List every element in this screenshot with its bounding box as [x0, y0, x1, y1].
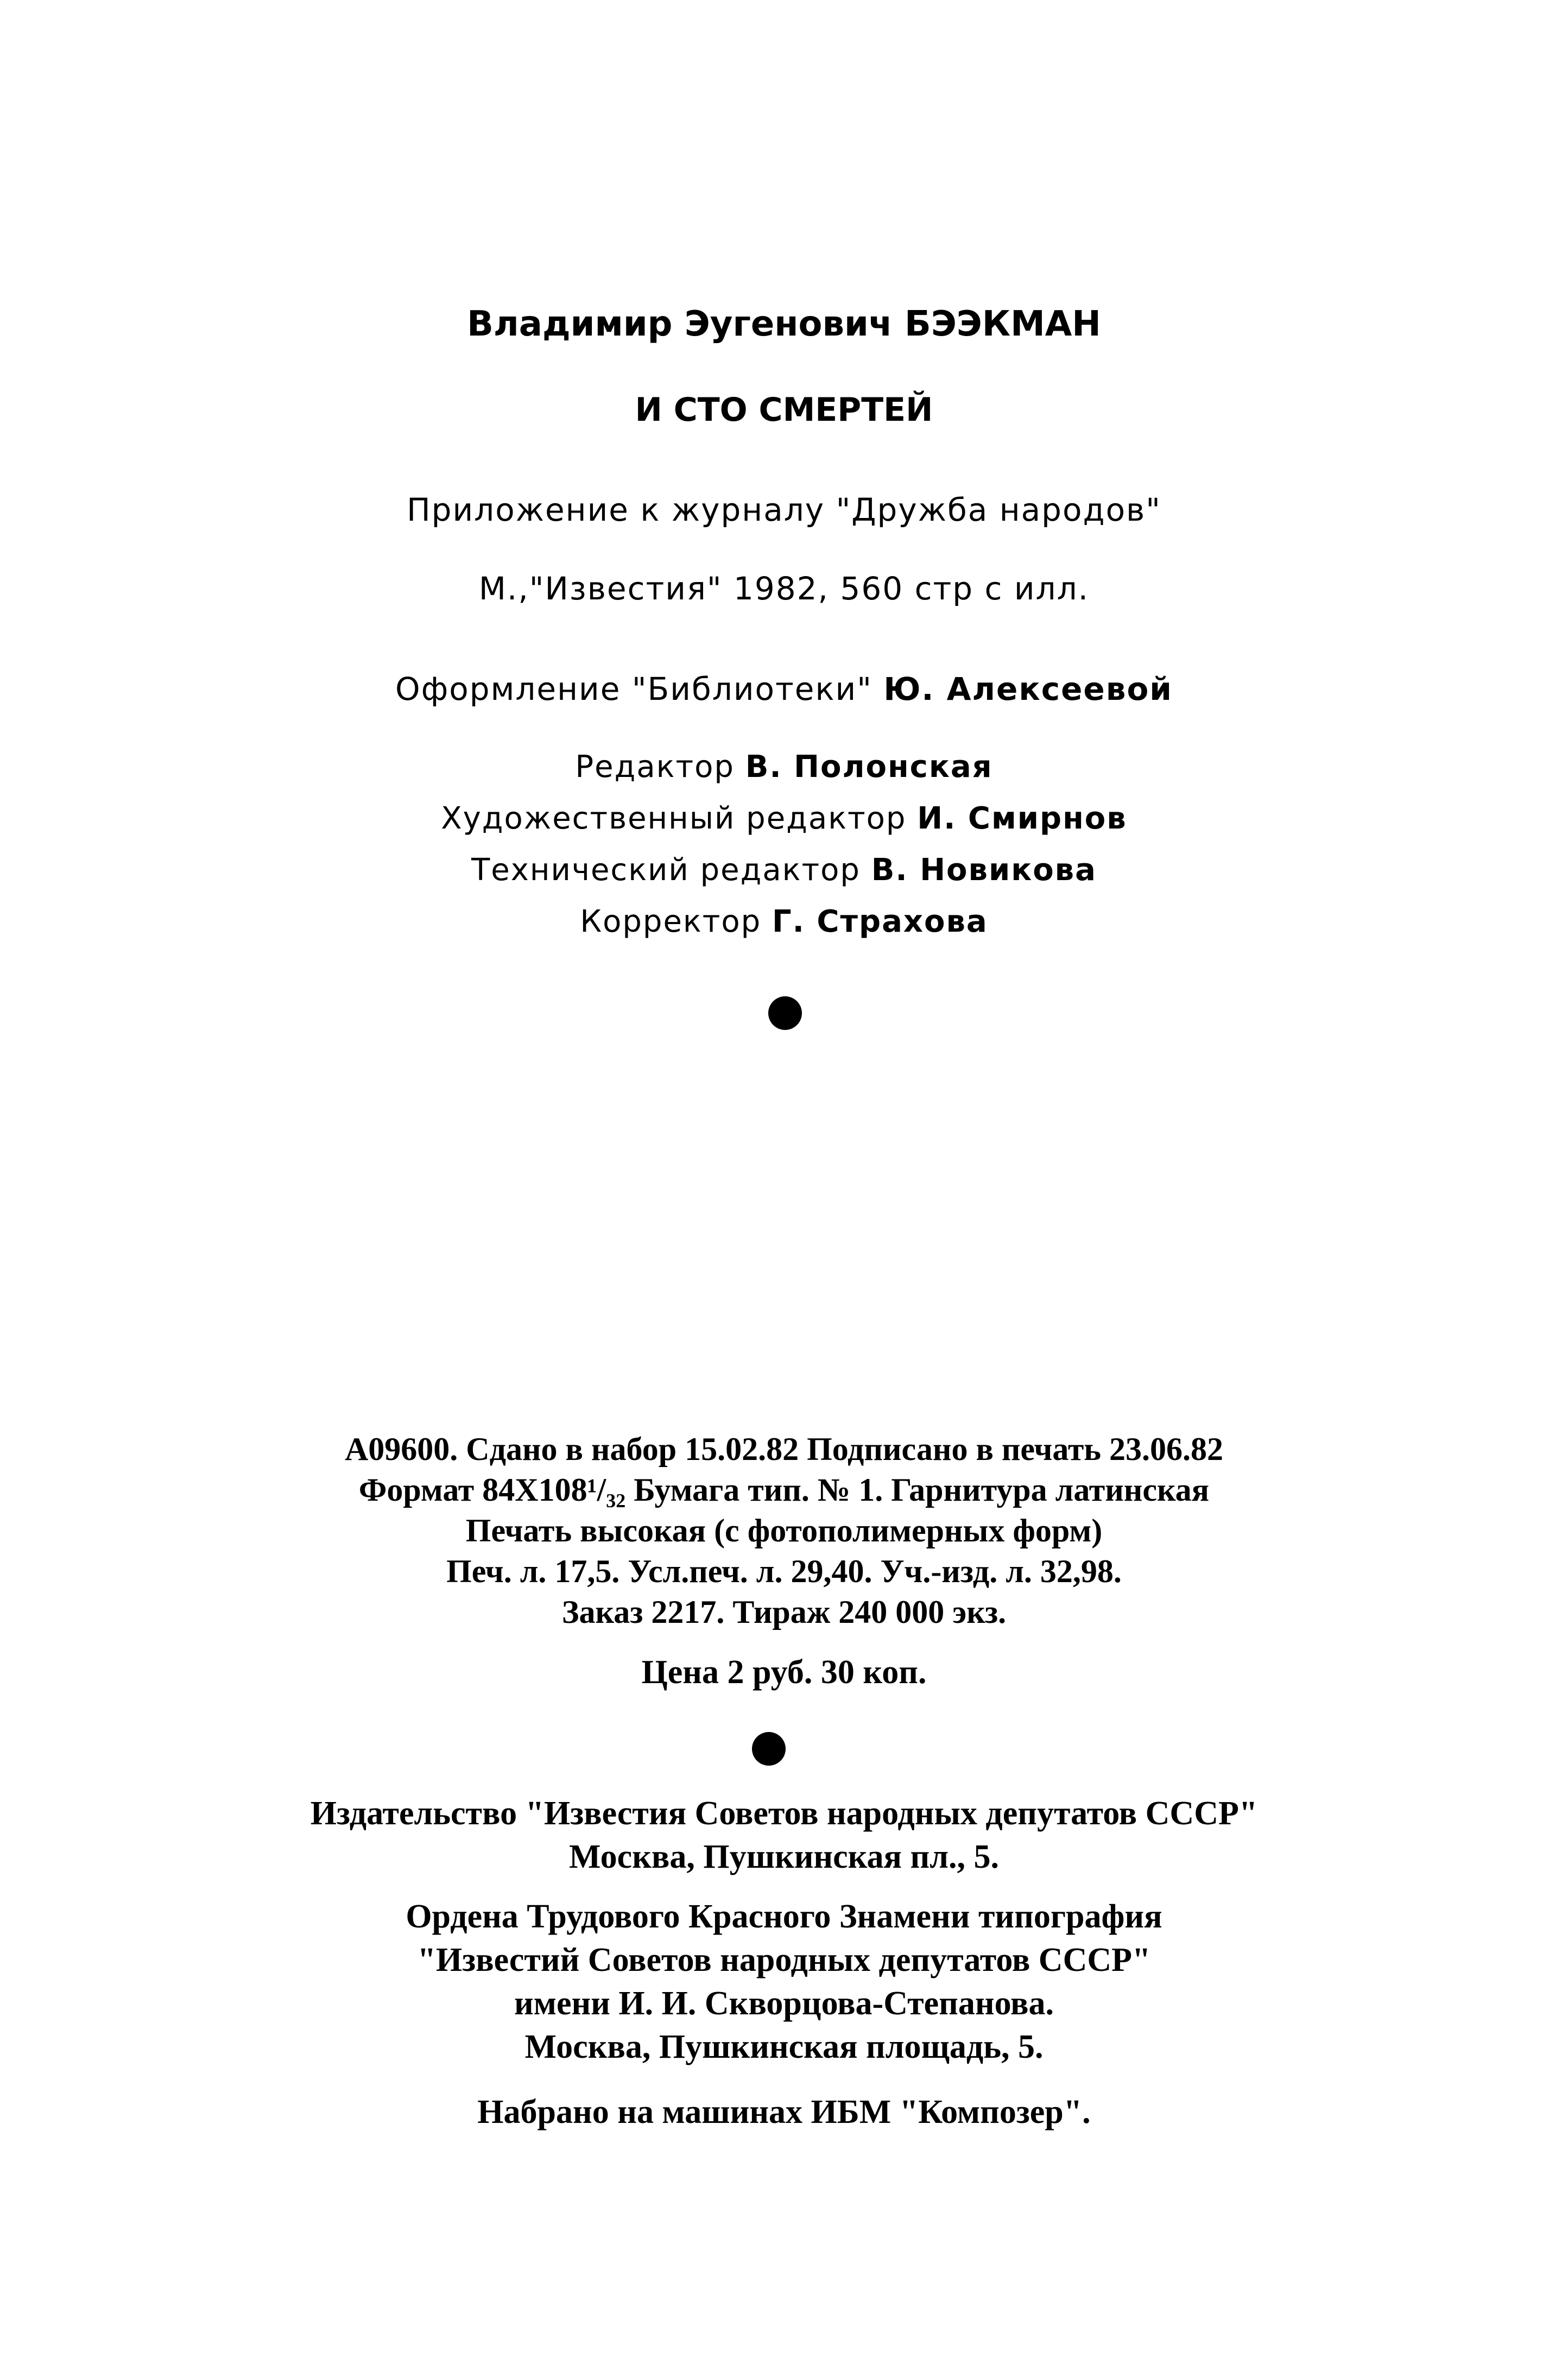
tech-info-line: Печать высокая (с фотополимерных форм): [465, 1513, 1103, 1548]
printer-line: имени И. И. Скворцова-Степанова.: [514, 1985, 1054, 2022]
printer-address: Москва, Пушкинская площадь, 5.: [524, 2028, 1044, 2065]
publisher-address: Москва, Пушкинская пл., 5.: [568, 1838, 999, 1875]
tech-editor-name: В. Новикова: [871, 852, 1097, 888]
art-editor-credit: [0, 801, 1568, 836]
art-editor-label: Художественный редактор: [441, 801, 907, 836]
typesetting-note: Набрано на машинах ИБМ "Композер".: [477, 2094, 1091, 2131]
tech-info-line: А09600. Сдано в набор 15.02.82 Подписано в печать 23.06.82: [344, 1431, 1224, 1467]
printer-line: "Известий Советов народных депутатов СССР": [417, 1942, 1151, 1978]
price-line: Цена 2 руб. 30 коп.: [641, 1654, 927, 1691]
supplement-line: Приложение к журналу "Дружба народов": [407, 491, 1161, 528]
author-surname: БЭЭКМАН: [905, 304, 1101, 344]
tech-editor-credit: [0, 852, 1568, 888]
tech-info-line: Формат 84Х108¹/₃₂ Бумага тип. № 1. Гарнитура латинская: [358, 1472, 1210, 1508]
editor-name: В. Полонская: [745, 749, 993, 785]
proofreader-label: Корректор: [580, 904, 762, 939]
design-name: Ю. Алексеевой: [883, 671, 1173, 707]
author-first-names: Владимир Эугенович: [467, 304, 893, 344]
proofreader-name: Г. Страхова: [772, 904, 988, 939]
editor-credit: [0, 749, 1568, 785]
printer-line: Ордена Трудового Красного Знамени типография: [406, 1898, 1162, 1935]
separator-bullet-icon: [752, 1732, 786, 1766]
separator-bullet-icon: [768, 996, 802, 1030]
tech-info-line: Печ. л. 17,5. Усл.печ. л. 29,40. Уч.-изд. л. 32,98.: [446, 1553, 1122, 1589]
design-label: Оформление "Библиотеки": [395, 671, 872, 707]
tech-editor-label: Технический редактор: [471, 852, 861, 888]
publisher-line: Издательство "Известия Советов народных депутатов СССР": [310, 1795, 1258, 1832]
art-editor-name: И. Смирнов: [917, 801, 1127, 836]
imprint-line: М.,"Известия" 1982, 560 стр с илл.: [478, 570, 1090, 607]
proofreader-credit: [0, 904, 1568, 939]
book-author: [0, 304, 1568, 344]
book-title: И СТО СМЕРТЕЙ: [635, 391, 933, 429]
tech-info-line: Заказ 2217. Тираж 240 000 экз.: [561, 1594, 1007, 1630]
design-credit: [0, 671, 1568, 707]
editor-label: Редактор: [575, 749, 735, 785]
